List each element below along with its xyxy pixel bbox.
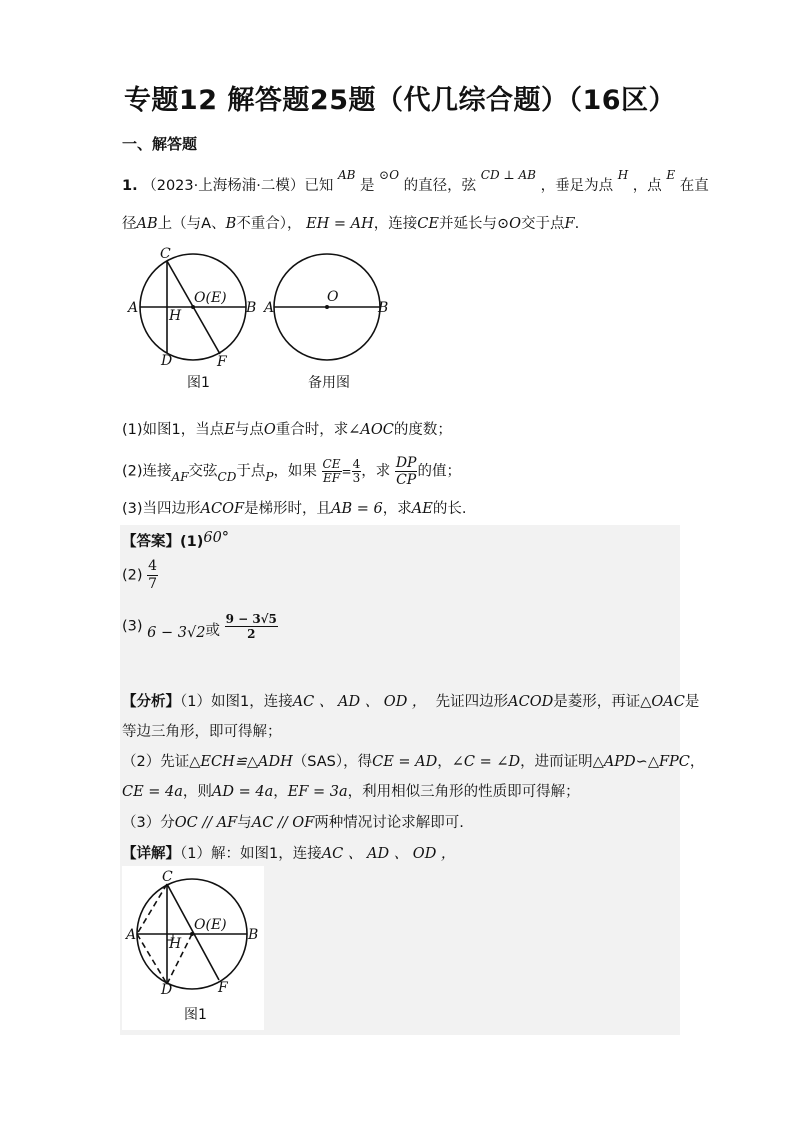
answer-2-value	[147, 558, 158, 593]
analysis-line-1	[122, 690, 699, 711]
answer-3-or: 或	[205, 622, 220, 639]
text-point: ，点	[632, 178, 662, 194]
analysis-l3b: （SAS），得	[292, 754, 373, 770]
part2-p: P	[265, 469, 274, 484]
analysis-l5-oc-af: OC // AF	[174, 815, 238, 831]
analysis-l5e: 两种情况讨论求解即可.	[314, 815, 464, 831]
analysis-line-4	[122, 780, 580, 801]
part1-text-a: (1)如图1，当点	[122, 422, 225, 438]
part3-text-a: (3)当四边形	[122, 501, 201, 517]
part2-text-a: (2)连接	[122, 463, 172, 480]
analysis-line-3	[122, 750, 704, 771]
text-sep: 、	[211, 216, 226, 232]
part3-quad: ACOF	[200, 501, 245, 517]
part2-text-e: ，求	[361, 463, 391, 480]
answer-3-value-a: 6 − 3√2	[147, 624, 206, 641]
text-foot: ，垂足为点	[540, 178, 614, 194]
text-period: .	[574, 216, 580, 232]
analysis-l3-angles: ∠C = ∠D	[451, 754, 521, 770]
answer-3-denominator: 2	[247, 627, 256, 641]
text-a: A	[201, 216, 212, 232]
math-circle-o-2: ⊙O	[496, 216, 522, 232]
text-meet: 交于点	[521, 216, 565, 232]
analysis-l2: 等边三角形，即可得解；	[122, 724, 282, 740]
part1-o: O	[263, 422, 276, 438]
part1-e: E	[224, 422, 235, 438]
fig1-label-c: C	[160, 246, 171, 262]
part2-text-b: 交弦	[188, 463, 218, 480]
page-title: 专题12 解答题25题（代几综合题）（16区）	[123, 85, 677, 116]
fig1-label-b: B	[246, 300, 257, 316]
part2-text-d: ，如果	[273, 463, 317, 480]
analysis-l4d: ，	[273, 784, 288, 800]
detail-line-1	[122, 842, 455, 863]
figure-1	[122, 245, 392, 395]
fig3-caption: 图1	[184, 1007, 207, 1023]
fig2-label-b: B	[378, 300, 389, 316]
fig3-label-a: A	[126, 927, 137, 943]
answer-2-denominator: 7	[148, 576, 158, 592]
text-extend: 并延长与	[438, 216, 497, 232]
text-diameter: 的直径，弦	[403, 178, 477, 194]
answer-line-3	[122, 612, 278, 641]
fig1-label-f: F	[217, 354, 227, 370]
question-number: 1.	[122, 178, 138, 194]
analysis-l1-math: AC 、 AD 、 OD ，	[292, 694, 427, 710]
detail-math: AC 、 AD 、 OD ，	[321, 846, 456, 862]
answer-1-value: 60°	[203, 530, 230, 546]
fig3-label-b: B	[248, 927, 259, 943]
part2-value	[352, 458, 362, 485]
answer-3-numerator: 9 − 3√5	[225, 612, 277, 626]
question-source: （2023·上海杨浦·二模）已知	[142, 178, 334, 194]
math-cd-perp-ab: CD ⊥ AB	[480, 168, 536, 182]
math-ce: CE	[417, 216, 439, 232]
analysis-l5a: （3）分	[122, 815, 175, 831]
text-zai: 在直	[679, 178, 709, 194]
section-heading: 一、解答题	[122, 135, 198, 153]
part3-text-c: ，求	[382, 501, 412, 517]
answer-label: 【答案】	[122, 534, 180, 550]
part2-value-num: 4	[352, 457, 361, 471]
part2-query-den: CP	[396, 472, 417, 488]
math-e: E	[666, 168, 676, 182]
math-eh-ah: EH = AH	[306, 216, 374, 232]
analysis-l3j: ，	[689, 754, 705, 770]
part2-value-den: 3	[352, 471, 361, 485]
answer-2-numerator: 4	[148, 558, 158, 574]
math-h: H	[617, 168, 629, 182]
text-jing: 径	[122, 216, 137, 232]
fig3-label-f: F	[218, 980, 228, 996]
fig3-label-o: O(E)	[194, 917, 227, 933]
analysis-l3-ce-ad: CE = AD	[372, 754, 438, 770]
math-ab: AB	[337, 168, 356, 182]
analysis-l1a: （1）如图1，连接	[180, 694, 293, 710]
part2-text-f: 的值；	[417, 463, 461, 480]
fig2-label-a: A	[264, 300, 275, 316]
analysis-l3f: ，	[437, 754, 452, 770]
analysis-l5c: 与	[237, 815, 252, 831]
fig2-caption: 备用图	[308, 375, 350, 391]
detail-text: （1）解：如图1，连接	[180, 846, 322, 862]
part-3	[122, 497, 466, 518]
analysis-l1b: 先证四边形	[435, 694, 509, 710]
fig3-label-c: C	[162, 869, 173, 885]
analysis-l1c: 是菱形，再证	[553, 694, 641, 710]
part3-text-b: 是梯形时，且	[244, 501, 332, 517]
part2-query	[395, 455, 418, 488]
math-ab-2: AB	[136, 216, 158, 232]
question-line-1	[122, 168, 709, 195]
fig1-label-a: A	[128, 300, 139, 316]
part2-ratio-num: CE	[322, 457, 341, 471]
part-2	[122, 455, 461, 488]
analysis-l4b: ，则	[182, 784, 212, 800]
analysis-l3-congruent: △ECH≌△ADH	[189, 754, 293, 770]
part2-ratio-den: EF	[322, 471, 341, 485]
part3-text-d: 的长.	[432, 501, 467, 517]
analysis-l1-tri: △OAC	[640, 694, 685, 710]
fig1-label-h: H	[169, 308, 182, 324]
text-shang: 上（与	[157, 216, 202, 232]
part3-ab: AB = 6	[331, 501, 383, 517]
part1-text-c: 重合时，求	[275, 422, 349, 438]
math-f: F	[564, 216, 575, 232]
part2-cd: CD	[217, 469, 237, 484]
part2-af: AF	[171, 469, 189, 484]
analysis-l4-ef: EF = 3a	[287, 784, 348, 800]
analysis-l4-ce: CE = 4a	[122, 784, 183, 800]
answer-line-1	[122, 530, 229, 551]
question-line-2	[122, 212, 579, 233]
math-circle-o: ⊙O	[379, 168, 400, 182]
answer-3-value-b	[225, 612, 278, 641]
analysis-line-5	[122, 811, 464, 832]
text-connect: ，连接	[373, 216, 418, 232]
analysis-l5-ac-of: AC // OF	[251, 815, 315, 831]
analysis-l3-similar: △APD∽△FPC	[592, 754, 690, 770]
part2-ratio-ce-ef	[322, 458, 342, 485]
part1-angle: ∠AOC	[348, 422, 394, 438]
fig1-caption: 图1	[187, 375, 210, 391]
analysis-l3h: ，进而证明	[520, 754, 593, 770]
math-b: B	[225, 216, 237, 232]
part2-query-num: DP	[395, 455, 417, 471]
fig2-label-o: O	[327, 289, 339, 305]
analysis-label: 【分析】	[122, 694, 180, 710]
analysis-l3a: （2）先证	[122, 754, 190, 770]
fig1-label-o: O(E)	[194, 290, 227, 306]
analysis-l4-ad: AD = 4a	[211, 784, 274, 800]
part-1	[122, 418, 452, 439]
answer-line-2	[122, 558, 158, 593]
answer-2-num: (2)	[122, 567, 143, 584]
part1-text-d: 的度数；	[393, 422, 452, 438]
fig3-label-h: H	[169, 936, 182, 952]
answer-3-num: (3)	[122, 618, 143, 635]
part1-text-b: 与点	[234, 422, 264, 438]
part3-ae: AE	[411, 501, 433, 517]
answer-1-num: (1)	[180, 534, 204, 550]
fig3-label-d: D	[161, 982, 173, 998]
analysis-line-2	[122, 720, 282, 741]
detail-label: 【详解】	[122, 846, 180, 862]
text-not-coincide: 不重合），	[236, 216, 302, 232]
analysis-l1d: 是	[684, 694, 700, 710]
part2-text-c: 于点	[236, 463, 266, 480]
part2-eq: =	[341, 464, 352, 479]
text-is: 是	[360, 178, 375, 194]
analysis-l4f: ，利用相似三角形的性质即可得解；	[347, 784, 580, 800]
figure-detail	[122, 866, 264, 1030]
fig1-label-d: D	[161, 353, 173, 369]
analysis-l1-quad: ACOD	[508, 694, 554, 710]
